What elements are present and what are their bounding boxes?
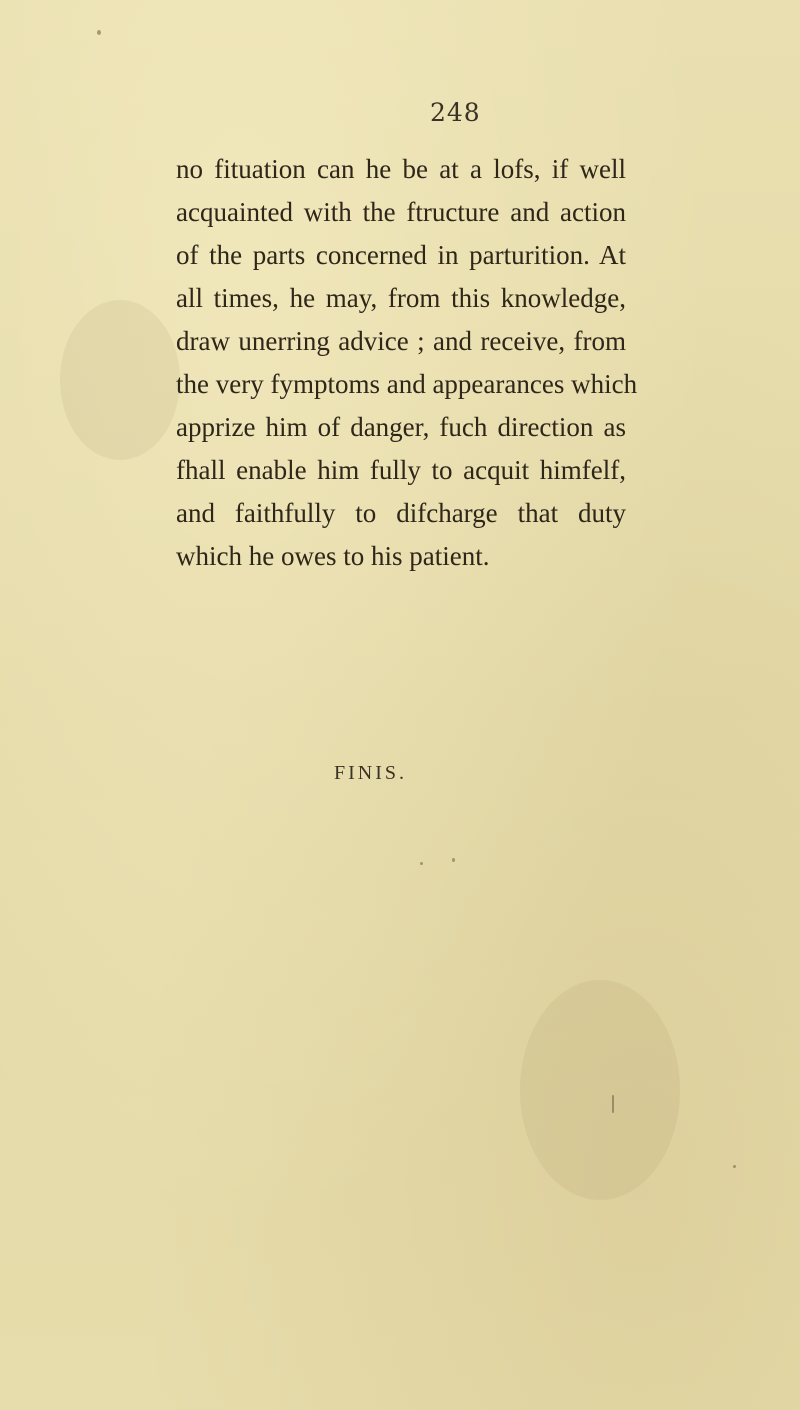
text-line: all times, he may, from this knowledge, — [176, 283, 626, 313]
ink-speck — [733, 1165, 736, 1168]
text-line: draw unerring advice ; and receive, from — [176, 326, 626, 356]
text-line: fhall enable him fully to acquit himfelf, — [176, 455, 626, 485]
text-line: and faithfully to difcharge that duty — [176, 498, 626, 528]
finis-label: FINIS. — [334, 762, 408, 784]
text-line: no fituation can he be at a lofs, if well — [176, 154, 626, 184]
ink-speck — [452, 858, 455, 862]
paper-stain — [60, 300, 180, 460]
ink-speck — [97, 30, 101, 35]
text-line: the very fymptoms and appearances which — [176, 369, 638, 399]
ink-speck — [420, 862, 423, 865]
body-text — [176, 148, 638, 578]
text-line: acquainted with the ftructure and action — [176, 197, 626, 227]
text-line: apprize him of danger, fuch direction as — [176, 412, 626, 442]
ink-speck — [612, 1095, 614, 1113]
text-line: of the parts concerned in parturition. At — [176, 240, 626, 270]
paper-stain — [520, 980, 680, 1200]
page-number: 248 — [430, 98, 481, 127]
text-line: which he owes to his patient. — [176, 541, 490, 571]
